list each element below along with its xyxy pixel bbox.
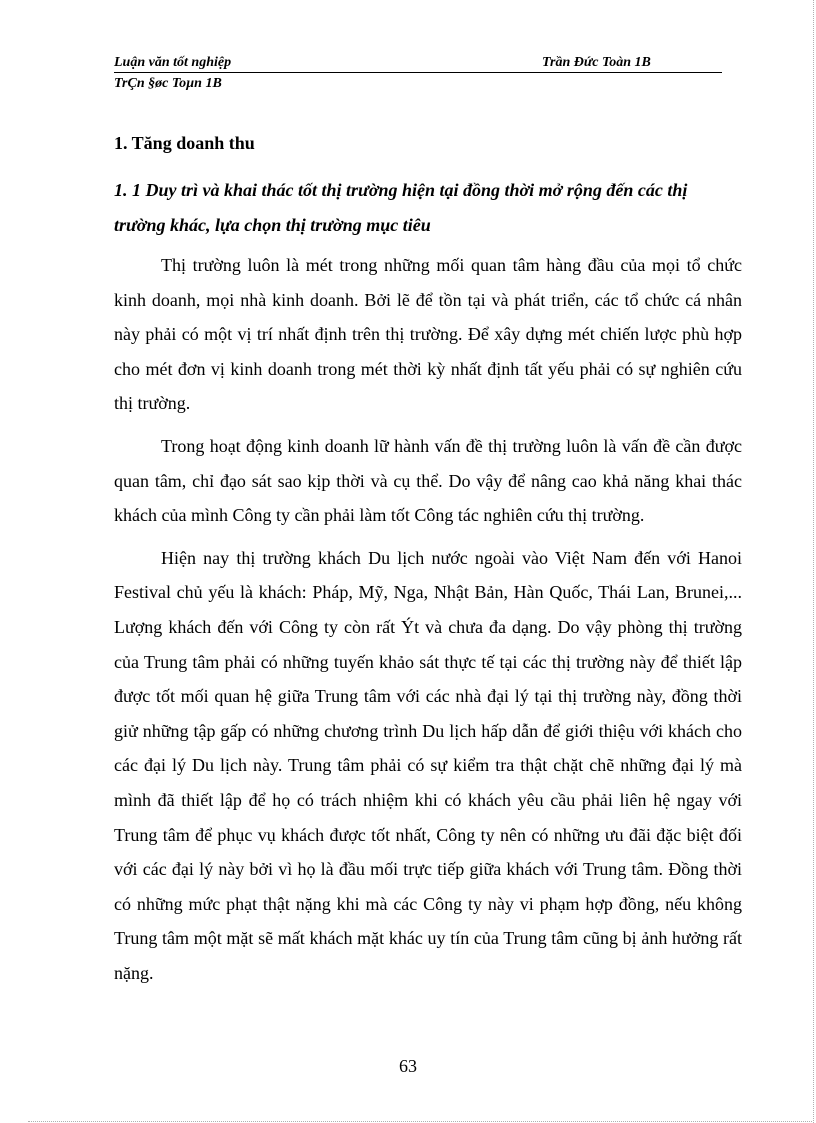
page-bottom-border [28,1121,812,1122]
header-author-garbled: TrÇn §øc Toµn 1B [114,76,222,91]
page-right-border [813,0,814,1123]
section-title: 1. Tăng doanh thu [114,133,255,153]
header-thesis-label: Luận văn tốt nghiệp [114,55,232,70]
page-number: 63 [399,1056,417,1076]
body-text [114,248,742,998]
paragraph-2: Trong hoạt động kinh doanh lữ hành vấn đề thị trường luôn là vấn đề cần được quan tâm, chỉ đạo sát sao kịp thời và cụ thể. Do vậy để nâng cao khả năng khai thác khách của mình Công ty cần phải làm tốt Công tác nghiên cứu thị trường. [114,435,742,526]
subsection-title: 1. 1 Duy trì và khai thác tốt thị trường hiện tại đồng thời mở rộng đến các thị trường khác, lựa chọn thị trường mục tiêu [114,180,688,235]
paragraph-1: Thị trường luôn là mét trong những mối quan tâm hàng đầu của mọi tổ chức kinh doanh, mọi nhà kinh doanh. Bởi lẽ để tồn tại và phát triển, các tổ chức cá nhân này phải có một vị trí nhất định trên thị trường. Để xây dựng mét chiến lược phù hợp cho mét đơn vị kinh doanh trong mét thời kỳ nhất định tất yếu phải có sự nghiên cứu thị trường. [114,255,742,414]
paragraph-3: Hiện nay thị trường khách Du lịch nước ngoài vào Việt Nam đến với Hanoi Festival chủ yếu là khách: Pháp, Mỹ, Nga, Nhật Bản, Hàn Quốc, Thái Lan, Brunei,... Lượng khách đến với Công ty còn rất Ýt và chưa đa dạng. Do vậy phòng thị trường của Trung tâm phải có những tuyến khảo sát thực tế tại các thị trường này để thiết lập được tốt mối quan hệ giữa Trung tâm với các nhà đại lý tại thị trường này, đồng thời giử những tập gấp có những chương trình Du lịch hấp dẫn để giới thiệu với khách cho các đại lý Du lịch này. Trung tâm phải có sự kiểm tra thật chặt chẽ những đại lý mà mình đã thiết lập để họ có trách nhiệm khi có khách yêu cầu phải liên hệ ngay với Trung tâm để phục vụ khách được tốt nhất, Công ty nên có những ưu đãi đặc biệt đối với các đại lý này bởi vì họ là đầu mối trực tiếp giữa khách với Trung tâm. Đồng thời có những mức phạt thật nặng khi mà các Công ty này vi phạm hợp đồng, nếu không Trung tâm một mặt sẽ mất khách mặt khác uy tín của Trung tâm cũng bị ảnh hưởng rất nặng. [114,547,742,983]
header-author-name: Trần Đức Toàn 1B [542,55,651,70]
page-header [114,54,722,73]
